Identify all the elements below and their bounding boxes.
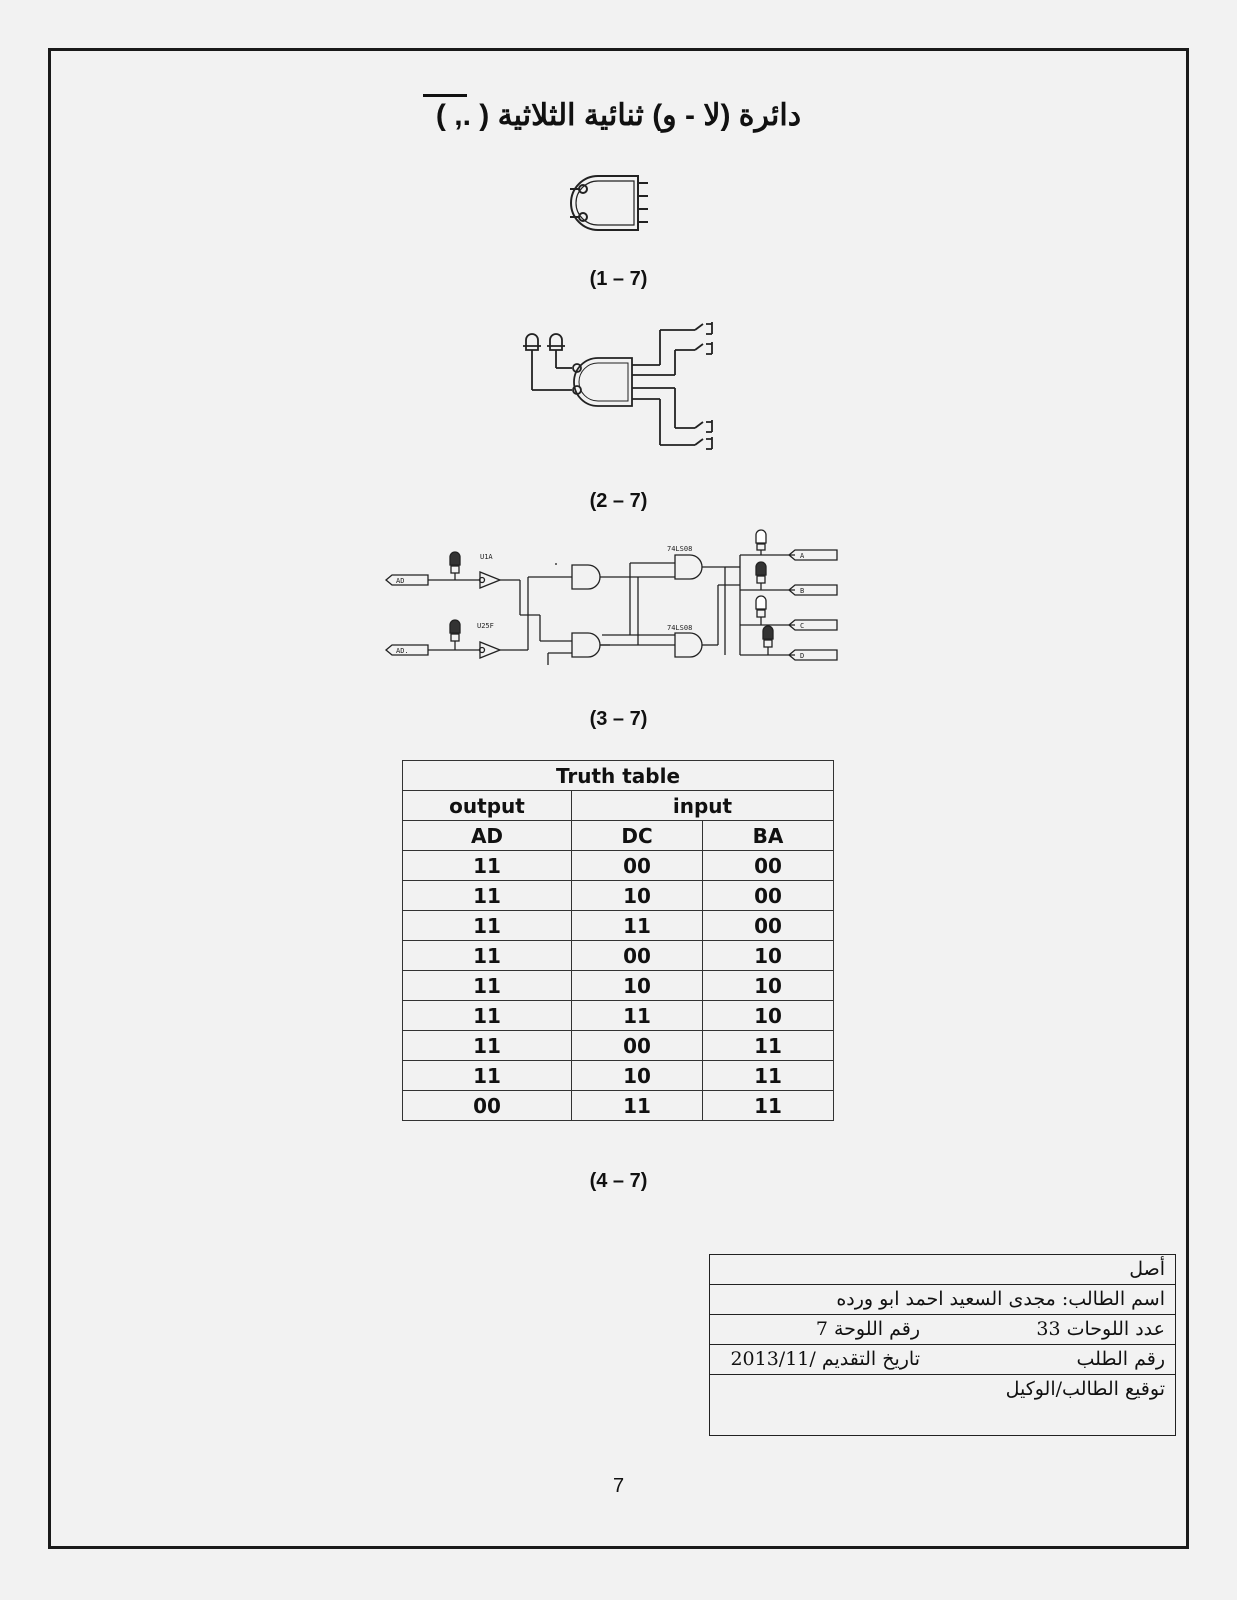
- port-label-ad: AD: [396, 577, 405, 585]
- figure-3-caption: (3 – 7): [589, 708, 648, 730]
- cell: 10: [572, 881, 703, 911]
- order-number-label: رقم الطلب: [1076, 1348, 1165, 1370]
- cell: 11: [703, 1091, 834, 1121]
- info-row-original: [710, 1255, 1175, 1285]
- cell: 00: [703, 911, 834, 941]
- port-label-c: C: [800, 622, 805, 630]
- table-row: [403, 851, 834, 881]
- student-info-box: [709, 1254, 1176, 1436]
- cell: 00: [572, 851, 703, 881]
- table-row: [403, 1091, 834, 1121]
- cell: 11: [572, 911, 703, 941]
- plates-count: عدد اللوحات 33: [1036, 1318, 1165, 1340]
- figure-4-caption: (4 – 7): [589, 1170, 648, 1192]
- cell: 11: [403, 911, 572, 941]
- cell: 00: [572, 1031, 703, 1061]
- signature-label: توقيع الطالب/الوكيل: [1005, 1378, 1165, 1400]
- page-number: 7: [612, 1475, 625, 1497]
- cell: 10: [703, 1001, 834, 1031]
- cell: 10: [572, 1061, 703, 1091]
- header-output: output: [403, 791, 572, 821]
- cell: 00: [572, 941, 703, 971]
- info-row-signature: [710, 1375, 1175, 1404]
- table-row: [403, 941, 834, 971]
- student-name: اسم الطالب: مجدى السعيد احمد ابو ورده: [836, 1288, 1165, 1310]
- cell: 11: [572, 1091, 703, 1121]
- cell: 10: [572, 971, 703, 1001]
- cell: 00: [703, 881, 834, 911]
- cell: 11: [403, 941, 572, 971]
- cell: 10: [703, 941, 834, 971]
- cell: 11: [572, 1001, 703, 1031]
- info-row-plates: [710, 1315, 1175, 1345]
- figure-2-circuit: [520, 320, 720, 460]
- cell: 00: [403, 1091, 572, 1121]
- table-row: [403, 971, 834, 1001]
- submission-date: تاريخ التقديم /2013/11: [730, 1348, 920, 1370]
- cell: 11: [403, 851, 572, 881]
- cell: 11: [403, 1031, 572, 1061]
- cell: 11: [403, 881, 572, 911]
- port-label-ad-bar: AD.: [396, 647, 409, 655]
- table-row: [403, 881, 834, 911]
- original-label: أصل: [1129, 1258, 1165, 1280]
- plate-number: رقم اللوحة 7: [815, 1318, 920, 1340]
- cell: 10: [703, 971, 834, 1001]
- truth-table: [402, 760, 834, 1121]
- gate-label-74ls08-bottom: 74LS08: [667, 624, 693, 632]
- port-label-b: B: [800, 587, 805, 595]
- figure-1-gate-symbol: [570, 172, 670, 234]
- figure-3-schematic: [380, 545, 860, 685]
- page-title: دائرة (لا - و) ثنائية الثلاثية ( ., ): [435, 99, 802, 132]
- gate-label-74ls08-top: 74LS08: [667, 545, 693, 553]
- cell: 00: [703, 851, 834, 881]
- header-input: input: [572, 791, 834, 821]
- port-label-a: A: [800, 552, 805, 560]
- info-row-order: [710, 1345, 1175, 1375]
- figure-2-caption: (2 – 7): [589, 490, 648, 512]
- title-overbar: [423, 94, 467, 97]
- column-header-ba: BA: [703, 821, 834, 851]
- table-row: [403, 1001, 834, 1031]
- cell: 11: [403, 971, 572, 1001]
- cell: 11: [703, 1031, 834, 1061]
- cell: 11: [403, 1061, 572, 1091]
- table-row: [403, 1061, 834, 1091]
- figure-1-caption: (1 – 7): [589, 268, 648, 290]
- gate-label-u1a: U1A: [480, 553, 493, 561]
- column-header-ad: AD: [403, 821, 572, 851]
- table-row: [403, 911, 834, 941]
- cell: 11: [703, 1061, 834, 1091]
- column-header-dc: DC: [572, 821, 703, 851]
- info-row-student-name: [710, 1285, 1175, 1315]
- table-row: [403, 1031, 834, 1061]
- truth-table-title: Truth table: [403, 761, 834, 791]
- port-label-d: D: [800, 652, 805, 660]
- cell: 11: [403, 1001, 572, 1031]
- gate-label-u25f: U25F: [477, 622, 494, 630]
